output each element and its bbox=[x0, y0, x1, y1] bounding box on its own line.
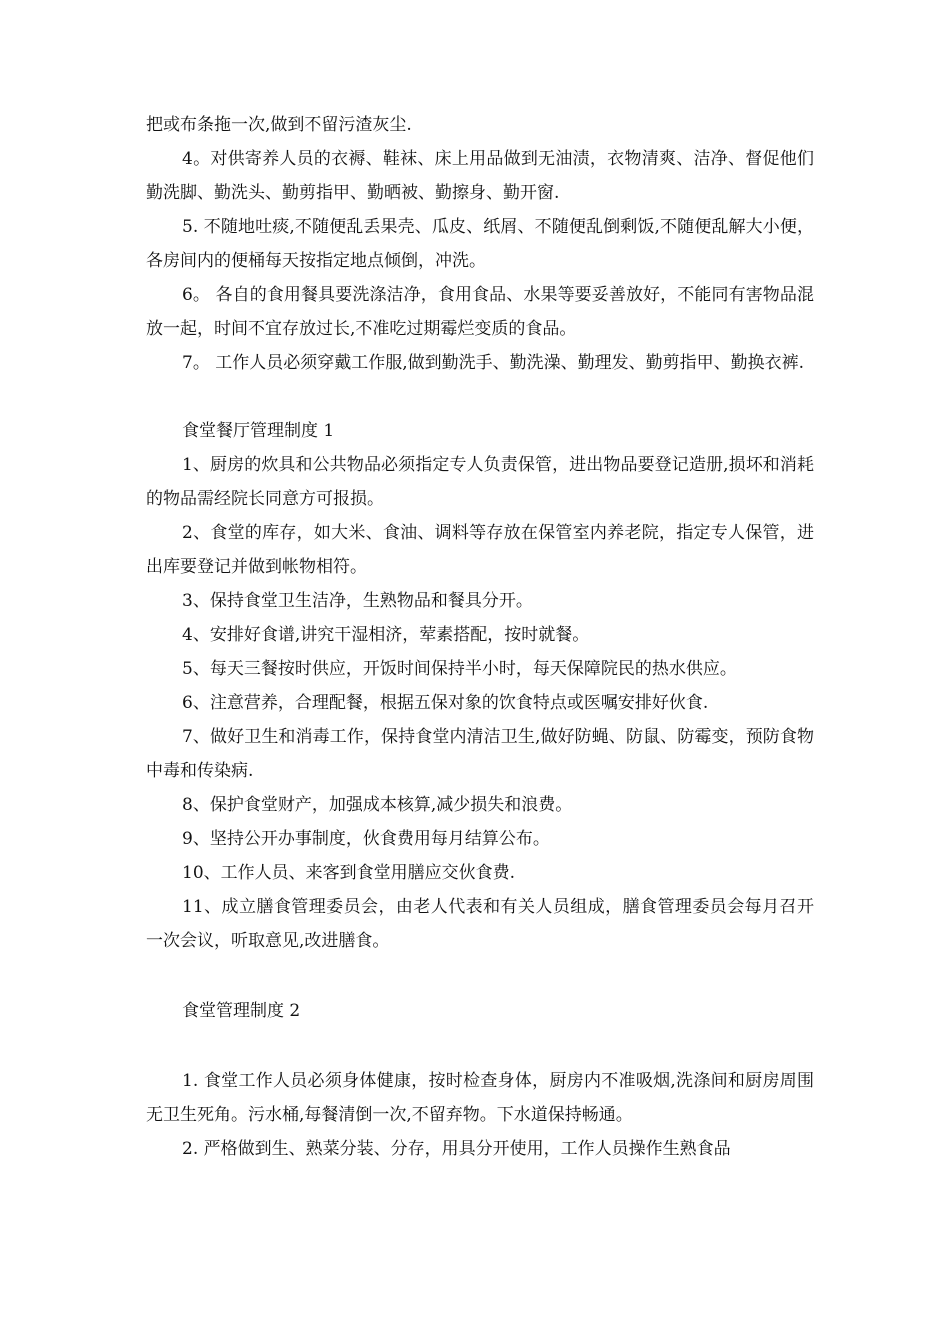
paragraph: 7、做好卫生和消毒工作，保持食堂内清洁卫生,做好防蝇、防鼠、防霉变，预防食物中毒和传染病. bbox=[146, 727, 814, 781]
paragraph: 6、注意营养，合理配餐，根据五保对象的饮食特点或医嘱安排好伙食. bbox=[182, 693, 709, 713]
paragraph: 11、成立膳食管理委员会，由老人代表和有关人员组成，膳食管理委员会每月召开一次会议，听取意见,改进膳食。 bbox=[146, 897, 814, 951]
paragraph: 4。对供寄养人员的衣褥、鞋袜、床上用品做到无油渍，衣物清爽、洁净、督促他们勤洗脚、勤洗头、勤剪指甲、勤晒被、勤擦身、勤开窗. bbox=[146, 149, 814, 203]
paragraph: 2、食堂的库存，如大米、食油、调料等存放在保管室内养老院，指定专人保管，进出库要登记并做到帐物相符。 bbox=[146, 523, 814, 577]
document-page bbox=[146, 108, 814, 1166]
section-title: 食堂餐厅管理制度 1 bbox=[182, 421, 335, 441]
paragraph: 1. 食堂工作人员必须身体健康，按时检查身体，厨房内不准吸烟,洗涤间和厨房周围无卫生死角。污水桶,每餐清倒一次,不留弃物。下水道保持畅通。 bbox=[146, 1071, 814, 1125]
paragraph: 1、厨房的炊具和公共物品必须指定专人负责保管，进出物品要登记造册,损坏和消耗的物品需经院长同意方可报损。 bbox=[146, 455, 814, 509]
paragraph: 5、每天三餐按时供应，开饭时间保持半小时，每天保障院民的热水供应。 bbox=[182, 659, 737, 679]
paragraph: 8、保护食堂财产，加强成本核算,减少损失和浪费。 bbox=[182, 795, 573, 815]
paragraph: 6。 各自的食用餐具要洗涤洁净，食用食品、水果等要妥善放好，不能同有害物品混放一起，时间不宜存放过长,不准吃过期霉烂变质的食品。 bbox=[146, 285, 814, 339]
paragraph: 9、坚持公开办事制度，伙食费用每月结算公布。 bbox=[182, 829, 550, 849]
section-title: 食堂管理制度 2 bbox=[182, 1001, 301, 1021]
paragraph: 3、保持食堂卫生洁净，生熟物品和餐具分开。 bbox=[182, 591, 533, 611]
paragraph: 5. 不随地吐痰,不随便乱丢果壳、瓜皮、纸屑、不随便乱倒剩饭,不随便乱解大小便，各房间内的便桶每天按指定地点倾倒，冲洗。 bbox=[146, 217, 814, 271]
paragraph: 7。 工作人员必须穿戴工作服,做到勤洗手、勤洗澡、勤理发、勤剪指甲、勤换衣裤. bbox=[182, 353, 805, 373]
paragraph: 4、安排好食谱,讲究干湿相济，荤素搭配，按时就餐。 bbox=[182, 625, 590, 645]
paragraph: 2. 严格做到生、熟菜分装、分存，用具分开使用，工作人员操作生熟食品 bbox=[182, 1139, 731, 1159]
paragraph: 10、工作人员、来客到食堂用膳应交伙食费. bbox=[182, 863, 516, 883]
paragraph: 把或布条拖一次,做到不留污渣灰尘. bbox=[146, 115, 412, 135]
